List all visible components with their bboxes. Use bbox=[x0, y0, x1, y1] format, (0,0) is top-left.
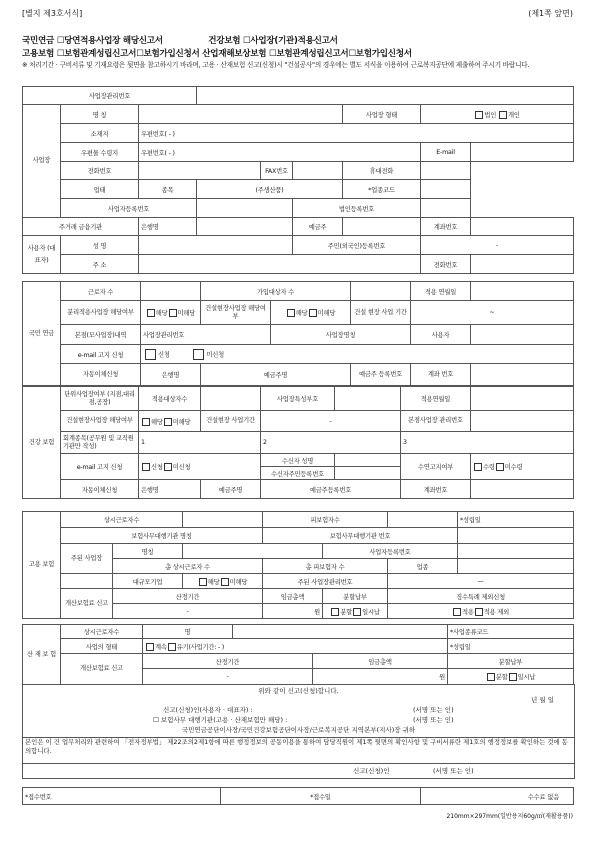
acc-personal-label: 개산보험료 신고 bbox=[61, 654, 143, 685]
construction-label: 건설현장사업장 해당여부 bbox=[201, 301, 271, 325]
item-label: 종목 bbox=[139, 180, 197, 199]
tel-label: 전화번호 bbox=[61, 162, 139, 180]
corp-reg-label: 법인등록번호 bbox=[293, 199, 421, 218]
health-table: 건강 보험 단위사업장여부 (지점,대리점,공장) 적용대상자수 사업장특성부호 적용연월일 건설현장사업장 해당여부 해당 미해당 건설현장 사업기간 - 본점사업장 관리번호 회계종목(공무원 및 교직원기관만 작성) 1 2 3 e-mail 고지 신청 신청 미신청 수신자 성명 수연고지여부 수령 미수령 수신자주민등록번호 자동이체신청 은행명 예금주명 예금주등록번호 계좌번호 bbox=[22, 386, 574, 499]
bank-name-label: 은행명 bbox=[139, 218, 197, 236]
zip-label: 우편번호( - ) bbox=[141, 130, 175, 138]
health-acct-label: 계좌번호 bbox=[401, 480, 471, 499]
address-label: 소재지 bbox=[61, 124, 139, 143]
emp-special-label: 징수특례 제외신청 bbox=[388, 589, 574, 604]
acc-calc-period-field[interactable]: - bbox=[143, 669, 313, 685]
pension-apply-date-field[interactable] bbox=[471, 282, 574, 301]
acct-no-label: 계좌번호 bbox=[421, 218, 471, 236]
type-label: 사업장 형태 bbox=[343, 105, 421, 124]
agency-no-label: 보험사무대행기관 번호 bbox=[263, 528, 458, 544]
health-apply-date-label: 적용연월일 bbox=[401, 387, 471, 411]
mail-address-field[interactable] bbox=[139, 143, 421, 162]
accounting-label: 회계종목(공무원 및 교직원기관만 작성) bbox=[61, 432, 139, 454]
acc-split-label: 분할납부 bbox=[448, 654, 574, 669]
consent-signer: 신고(신청)인 bbox=[353, 767, 390, 775]
period-field[interactable]: ~ bbox=[411, 301, 574, 325]
emp-wages-field[interactable]: 원 bbox=[263, 604, 323, 619]
owner-addr-field[interactable] bbox=[139, 255, 421, 274]
pension-acct-label: 계좌 번호 bbox=[411, 364, 471, 386]
preferential-no-checkbox[interactable] bbox=[221, 578, 229, 586]
accounting-1[interactable]: 1 bbox=[139, 432, 261, 454]
not-receive-checkbox[interactable] bbox=[496, 463, 504, 471]
mobile-field[interactable] bbox=[421, 162, 471, 180]
emp-lump-checkbox[interactable] bbox=[353, 608, 361, 616]
pension-holder-label: 예금주명 bbox=[201, 364, 351, 386]
addressee: 국민연금공단이사장/국민건강보험공단이사장/근로복지공단 지역본부(지사)장 귀하 bbox=[181, 726, 416, 734]
mgmt-no-field[interactable] bbox=[197, 87, 574, 105]
employment-table: 고용 보험 상시근로자수 피보험자수 *성립일 보험사무대행기관 명칭 보험사무대행기관 번호 주된 사업장 명칭 사업자등록번호 총 상시근로자 수 총 피보험자 수 업종 대규모기업 해당 미해당 주된 사업장관리번호 — 개산보험료 신고 산정기간 임금총액 분할납부 징수특례 제외신청 - 원 분할 일시납 적용 적용 제외 bbox=[22, 511, 574, 619]
industry-code-label: *업종코드 bbox=[343, 180, 421, 199]
title-pension: 국민연금 ☐당연적용사업장 해당신고서 bbox=[22, 36, 163, 46]
acc-fixed-checkbox[interactable] bbox=[168, 643, 176, 651]
consent-text: 본인은 이 건 업무처리와 관련하여 「전자정부법」 제22조의2제1항에 따른 행정정보의 공동이용을 통하여 담당직원이 제1쪽 뒷면의 확인사항 및 구비서류란 제1호의 행정정보를 확인하는 것에 동의합니다. bbox=[25, 738, 568, 755]
health-apply-date-field[interactable] bbox=[471, 387, 574, 411]
construction-yes-checkbox[interactable] bbox=[287, 309, 295, 317]
mobile-label: 휴대전화 bbox=[343, 162, 421, 180]
declaration-date: 년 월 일 bbox=[531, 696, 554, 704]
emp-wages-label: 임금총액 bbox=[263, 589, 323, 604]
accounting-3[interactable]: 3 bbox=[401, 432, 574, 454]
covered-label: 적용대상자수 bbox=[139, 387, 201, 411]
acc-industry-code-label: *사업종류코드 bbox=[448, 625, 574, 639]
receive-checkbox[interactable] bbox=[474, 463, 482, 471]
notice-type-label: 수연고지여부 bbox=[401, 454, 471, 480]
health-period-label: 건설현장 사업기간 bbox=[201, 411, 261, 432]
name-field[interactable] bbox=[139, 105, 343, 124]
emp-split-label: 분할납부 bbox=[323, 589, 388, 604]
tel-field[interactable] bbox=[139, 162, 261, 180]
pension-email-apply-checkbox[interactable] bbox=[145, 349, 156, 360]
health-construction-no-checkbox[interactable] bbox=[164, 418, 172, 426]
user-type-label: 사용자 bbox=[411, 325, 471, 345]
biz-reg-label: 사업자등록번호 bbox=[61, 199, 197, 218]
pension-email-not-apply-checkbox[interactable] bbox=[193, 349, 204, 360]
receipt-table bbox=[22, 787, 574, 805]
health-bank-label: 은행명 bbox=[139, 480, 201, 499]
total-regular-label: 총 상시근로자 수 bbox=[113, 559, 263, 574]
special-no-label: 사업장특성부호 bbox=[261, 387, 335, 411]
title-line-1 bbox=[22, 34, 573, 46]
owner-addr-label: 주 소 bbox=[61, 255, 139, 274]
health-parent-no-label: 본점사업장 관리번호 bbox=[401, 411, 471, 432]
pension-bank-label: 은행명 bbox=[141, 364, 201, 386]
indiv-label: 개인 bbox=[507, 111, 520, 119]
title-health: 건강보험 ☐사업장(기관)적용신고서 bbox=[208, 36, 338, 46]
business-label: 업태 bbox=[61, 180, 139, 199]
parent-no-label: 사업장관리번호 bbox=[141, 325, 271, 345]
fee-label: 수수료 없음 bbox=[421, 788, 574, 805]
section-pension: 국민 연금 bbox=[23, 282, 61, 386]
declaration-text: 위와 같이 신고(신청)합니다. bbox=[258, 687, 339, 695]
health-email-apply-checkbox[interactable] bbox=[142, 463, 150, 471]
declarant-sign: (서명 또는 인) bbox=[413, 706, 454, 714]
acc-lump-checkbox[interactable] bbox=[509, 673, 517, 681]
page-indicator: (제1쪽 앞면) bbox=[528, 9, 573, 18]
recipient-reg-label: 수신자주민등록번호 bbox=[261, 467, 335, 480]
section-accident: 산 재 보 험 bbox=[23, 625, 61, 685]
main-mgmt-no-field[interactable]: — bbox=[388, 574, 574, 589]
resident-no-field[interactable]: - bbox=[421, 236, 574, 255]
health-holder-reg-label: 예금주등록번호 bbox=[261, 480, 401, 499]
enrollees-label: 가입대상자 수 bbox=[201, 282, 351, 301]
preferential-yes-checkbox[interactable] bbox=[199, 578, 207, 586]
section-health: 건강 보험 bbox=[23, 387, 61, 499]
total-insured-label: 총 피보험자 수 bbox=[263, 559, 388, 574]
health-email-label: e-mail 고지 신청 bbox=[61, 454, 139, 480]
pension-autopay-label: 자동이체신청 bbox=[61, 364, 141, 386]
consent-sign: (서명 또는 인) bbox=[433, 767, 474, 775]
declaration-box bbox=[22, 684, 575, 738]
industry-code-field[interactable] bbox=[421, 180, 471, 199]
pension-email-label: e-mail 고지 신청 bbox=[61, 345, 141, 364]
emp-personal-label: 개산보험료 신고 bbox=[61, 589, 113, 619]
section-owner: 사용자 (대표자) bbox=[23, 236, 61, 274]
address-field[interactable] bbox=[139, 124, 574, 143]
branch-yes-checkbox[interactable] bbox=[147, 309, 155, 317]
mail-address-label: 우편물 수령지 bbox=[61, 143, 139, 162]
agency-declarant-label: ☐ 보험사무 대행기관(고용 · 산재보험만 해당) : bbox=[153, 716, 288, 724]
section-workplace: 사업장 bbox=[23, 105, 61, 218]
health-holder-label: 예금주명 bbox=[201, 480, 261, 499]
pension-holder-reg-label: 예금주 등록번호 bbox=[351, 364, 411, 386]
bank-account-label: 주거래 금융기관 bbox=[23, 218, 139, 236]
indiv-checkbox[interactable] bbox=[499, 111, 507, 119]
parent-label: 본점(모사업장)내역 bbox=[61, 325, 141, 345]
general-table bbox=[22, 86, 574, 274]
mail-zip-label: 우편번호( - ) bbox=[141, 149, 175, 157]
pension-table: 국민 연금 근로자 수 가입대상자 수 적용 연월일 분리적용사업장 해당여부 해당 미해당 건설현장사업장 해당여부 해당 미해당 건설 현장 사업 기간 ~ 본점(모사업장)내역 사업장관리번호 사업장명칭 사용자 e-mail 고지 신청 신청 미신청 자동이체신청 은행명 예금주명 예금주 등록번호 계좌 번호 bbox=[22, 281, 574, 386]
workers-label: 근로자 수 bbox=[61, 282, 141, 301]
period-label: 건설 현장 사업 기간 bbox=[351, 301, 411, 325]
health-autopay-label: 자동이체신청 bbox=[61, 480, 139, 499]
acc-persons-unit: 명 bbox=[143, 625, 233, 639]
branch-no-checkbox[interactable] bbox=[169, 309, 177, 317]
agency-no-field[interactable] bbox=[458, 528, 574, 544]
main-site-label: 주된 사업장 bbox=[61, 544, 113, 574]
acc-form-label: 사업의 형태 bbox=[61, 639, 143, 654]
special-apply-checkbox[interactable] bbox=[453, 608, 461, 616]
consent-sign-row bbox=[22, 764, 575, 779]
construction-no-checkbox[interactable] bbox=[309, 309, 317, 317]
receipt-no-label: *접수번호 bbox=[23, 788, 221, 805]
site-name-label: 명칭 bbox=[113, 544, 183, 559]
declarant-label: 신고(신청)인(사용자 · 대표자) : bbox=[163, 706, 253, 714]
acct-no-field[interactable] bbox=[471, 218, 574, 236]
instruction-note: ※ 처리기간 · 구비서류 및 기재요령은 뒷면을 참고하시기 바라며, 고용 · 산재보험 신고(신청)시 "건설공사"의 경우에는 별도 서식을 이용하여 근로복지공단에 제출하여 주시기 바랍니다. bbox=[22, 61, 530, 69]
resident-no-label: 주민(외국인)등록번호 bbox=[293, 236, 421, 255]
acc-instalment-checkbox[interactable] bbox=[487, 673, 495, 681]
acc-wages-field[interactable]: 원 bbox=[313, 669, 448, 685]
email-label: E-mail bbox=[421, 143, 471, 162]
main-product-label: (주생산품) bbox=[197, 180, 343, 199]
agency-sign: (서명 또는 인) bbox=[413, 716, 454, 724]
health-parent-no-field[interactable] bbox=[471, 411, 574, 432]
branch-label: 분리적용사업장 해당여부 bbox=[61, 301, 141, 325]
health-acct-field[interactable] bbox=[471, 480, 574, 499]
preferential-label: 대규모기업 bbox=[113, 574, 183, 589]
acc-wages-label: 임금총액 bbox=[313, 654, 448, 669]
special-exclude-checkbox[interactable] bbox=[475, 608, 483, 616]
depositor-label: 예금주 bbox=[293, 218, 343, 236]
paper-size-note: 210mm×297mm(일반용지60g/㎡(재활용품)) bbox=[446, 813, 573, 820]
pension-acct-field[interactable] bbox=[471, 364, 574, 386]
site-bizno-label: 사업자등록번호 bbox=[323, 544, 458, 559]
form-number: [별지 제3호서식] bbox=[22, 9, 83, 18]
mgmt-no-label: 사업장관리번호 bbox=[23, 87, 197, 105]
acc-continuous-checkbox[interactable] bbox=[146, 643, 154, 651]
owner-tel-label: 전화번호 bbox=[421, 255, 471, 274]
health-period-field[interactable]: - bbox=[261, 411, 401, 432]
emp-insured-label: 피보험자수 bbox=[263, 512, 388, 528]
acc-regular-label: 상시근로자수 bbox=[61, 625, 143, 639]
owner-name-label: 성 명 bbox=[61, 236, 139, 255]
acc-established-label: *성립일 bbox=[448, 639, 574, 654]
fax-label: FAX번호 bbox=[261, 162, 293, 180]
recipient-label: 수신자 성명 bbox=[261, 454, 335, 467]
emp-instalment-checkbox[interactable] bbox=[331, 608, 339, 616]
consent-box bbox=[22, 737, 575, 764]
receipt-date-label: *접수일 bbox=[221, 788, 421, 805]
emp-calc-period-field[interactable]: - bbox=[113, 604, 263, 619]
health-construction-yes-checkbox[interactable] bbox=[142, 418, 150, 426]
health-construction-label: 건설현장사업장 해당여부 bbox=[61, 411, 139, 432]
section-employment: 고용 보험 bbox=[23, 512, 61, 619]
owner-name-field[interactable] bbox=[139, 236, 293, 255]
unit-label: 단위사업장여부 (지점,대리점,공장) bbox=[61, 387, 139, 411]
corp-label: 법인 bbox=[484, 111, 497, 119]
emp-regular-label: 상시근로자수 bbox=[61, 512, 183, 528]
parent-name-label: 사업장명칭 bbox=[271, 325, 411, 345]
acc-calc-period-label: 산정기간 bbox=[143, 654, 313, 669]
owner-tel-field[interactable] bbox=[471, 255, 574, 274]
emp-calc-period-label: 산정기간 bbox=[113, 589, 263, 604]
health-email-not-apply-checkbox[interactable] bbox=[164, 463, 172, 471]
name-label: 명 칭 bbox=[61, 105, 139, 124]
main-mgmt-no-label: 주된 사업장관리번호 bbox=[263, 574, 388, 589]
emp-established-label: *성립일 bbox=[458, 512, 574, 528]
industry-label: 업종 bbox=[388, 559, 458, 574]
biz-reg-field[interactable] bbox=[197, 199, 293, 218]
corp-reg-field[interactable] bbox=[421, 199, 471, 218]
email-field[interactable] bbox=[471, 143, 574, 162]
accident-table: 산 재 보 험 상시근로자수 명 *사업종류코드 사업의 형태 계속 유기(사업기간: - ) *성립일 개산보험료 신고 산정기간 임금총액 분할납부 - 원 분할 일시납 bbox=[22, 624, 574, 685]
accounting-2[interactable]: 2 bbox=[261, 432, 401, 454]
corp-checkbox[interactable] bbox=[475, 111, 483, 119]
agency-name-label: 보험사무대행기관 명칭 bbox=[61, 528, 263, 544]
title-line-2: 고용보험 ☐보험관계성립신고서☐보험가입신청서 산업재해보상보험 ☐보험관계성립신고서☐보험가입신청서 bbox=[22, 49, 412, 59]
pension-apply-date-label: 적용 연월일 bbox=[411, 282, 471, 301]
fax-field[interactable] bbox=[293, 162, 343, 180]
